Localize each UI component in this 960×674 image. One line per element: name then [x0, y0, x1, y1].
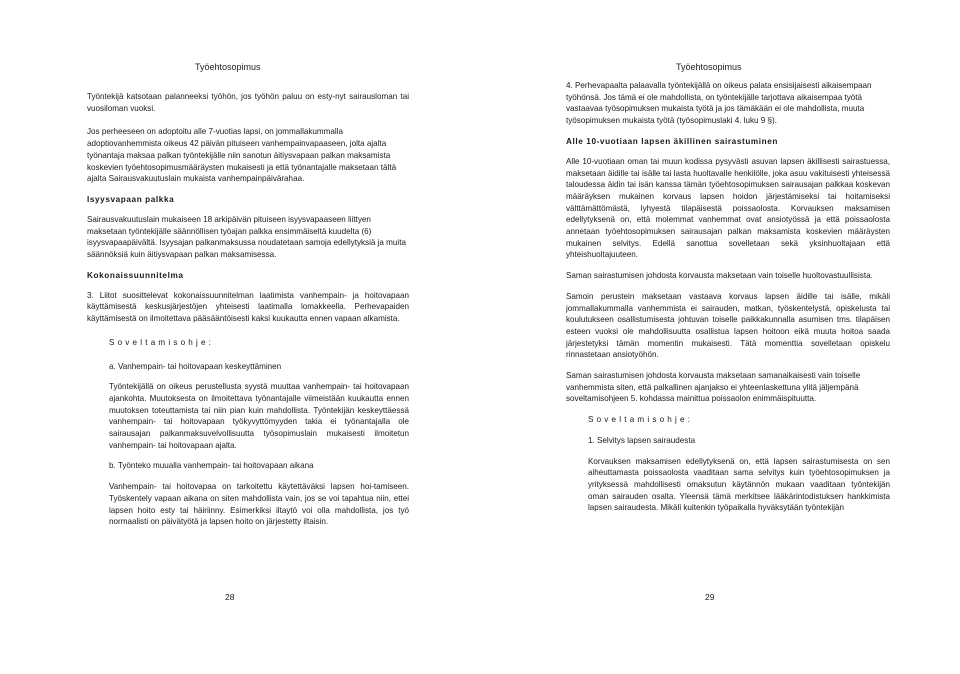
intro-paragraph: Työntekijä katsotaan palanneeksi työhön, jos työhön paluu on esty-nyt sairausloman tai vuosiloman vuoksi.	[87, 92, 409, 113]
page-number: 29	[705, 592, 715, 602]
subsection-b-title: b. Työnteko muualla vanhempain- tai hoitovapaan aikana	[109, 461, 314, 471]
application-note-heading: Soveltamisohje:	[588, 415, 694, 425]
page-number: 28	[225, 592, 235, 602]
same-grounds-paragraph: Samoin perustein maksetaan vastaava korvaus lapsen äidille tai isälle, mikäli jommallakummalla vanhemmista ei sairauden, matkan, työskentelystä, opiskelusta tai koulutukseen osallistumisesta johtuvan toiselle paikkakunnalla asumisen tms. tilapäisen esteen vuoksi ole mahdollisuutta osallistua lapsen hoitoon eikä muuta hoitoa saada järjestetyksi tämän momentin mukaisesti. Tätä momenttia sovelletaan opiskelu rinnastetaan ansiotyöhön.	[566, 291, 890, 360]
right-page	[480, 0, 960, 674]
subsection-b-text: Vanhempain- tai hoitovapaa on tarkoitettu käytettäväksi lapsen hoi-tamiseen. Työskentely vapaan aikana on siten mahdollista vain, jos se voi tapahtua niin, ettei lapsen hoito esty tai häiriinny. Esimerkiksi iltaytö voi olla mahdollista, jos työ normaalisti on päivätyötä ja lapsen hoito on järjestetty iltaisin.	[109, 482, 409, 527]
subsection-1-title: 1. Selvitys lapsen sairaudesta	[588, 435, 696, 445]
return-to-work-paragraph: 4. Perhevapaalta palaavalla työntekijällä on oikeus palata ensisijaisesti aikaisempaan työhönsä. Jos tämä ei ole mahdollista, on työntekijälle tarjottava aikaisempaa työtä vastaavaa työsopimuksen mukaista työtä ja jos tämäkään ei ole mahdollista, muuta työsopimuksen mukaista työtä (työsopimuslaki 4. luku 9 §).	[566, 81, 872, 126]
section-heading: Isyysvapaan palkka	[87, 194, 175, 204]
application-note-heading: Soveltamisohje:	[109, 337, 215, 347]
adoption-paragraph: Jos perheeseen on adoptoitu alle 7-vuotias lapsi, on jommallakummalla adoptiovanhemmista oikeus 42 päivän pituiseen vanhempainvapaaseen, jolta ajalta työnantaja maksaa palkan työntekijälle niin sanotun äitiysvapaan palkan maksamista koskevien työehtosopimusmääräysten mukaisesti ja että työnantajalle maksetaan tältä ajalta Sairausvakuutuslain mukaista vanhempainpäivärahaa.	[87, 127, 397, 184]
right-text-column	[566, 80, 890, 514]
subsection-a-text: Työntekijällä on oikeus perustellusta syystä muuttaa vanhempain- tai hoitovapaan ajankohta. Muutoksesta on ilmoitettava työnantajalle viimeistään kuukautta ennen muutoksen toteuttamista tai niin pian kuin mahdollista. Työntekijän keskeyttäessä vanhempain- tai hoitovapaan työkyvyttömyyden takia ei työnantajalla ole sairausajan palkanmaksuvelvollisuutta työsopimuslain mukaisesti ilmoitetun vanhempain- tai hoitovapaan ajalta.	[109, 382, 409, 450]
section-heading: Kokonaissuunnitelma	[87, 270, 184, 280]
kokonaissuunnitelma-paragraph: 3. Liitot suosittelevat kokonaissuunnitelman laatimista vanhempain- ja hoitovapaan käyttämisestä keskusjärjestöjen yhteisesti laatimalla lomakkeella. Perhevapaiden käyttämisestä on ilmoitettava pääsääntöisesti kaksi kuukautta ennen vapaan alkamista.	[87, 290, 409, 324]
child-illness-paragraph: Alle 10-vuotiaan oman tai muun kodissa pysyvästi asuvan lapsen äkillisesti sairastuessa, maksetaan äidille tai isälle tai lasta huoltavalle henkilölle, joka asuu vakituisesti yhteisessä taloudessa äidin tai isän kanssa tämän työehtosopimuksen sairausajan palkkaa koskevan määräyksen mukainen korvaus lapsen hoidon järjestämiseksi tai hoitamiseksi välttämättömästä, lyhyestä tilapäisestä poissaolosta. Korvauksen maksamisen edellytyksenä on, että molemmat vanhemmat ovat ansiotyössä ja että poissaolosta annetaan työehtosopimuksen sairausajan palkan maksamista koskevien määräysten mukainen selvitys. Edellä sanottua sovelletaan sekä yksinhuoltajaan että yhteishuoltajuuteen.	[566, 156, 890, 260]
subsection-a-title: a. Vanhempain- tai hoitovapaan keskeyttäminen	[109, 361, 282, 371]
left-text-column	[87, 91, 409, 528]
simultaneous-paragraph: Saman sairastumisen johdosta korvausta maksetaan samanaikaisesti vain toiselle vanhemmista siten, että palkallinen ajanjakso ei yhteenlaskettuna ylitä jäljempänä soveltamisohjeen 5. kohdassa mainittua poissaolon enimmäispituutta.	[566, 371, 861, 404]
page-header: Työehtosopimus	[195, 62, 261, 72]
page-header: Työehtosopimus	[676, 62, 742, 72]
isyys-paragraph: Sairausvakuutuslain mukaiseen 18 arkipäivän pituiseen isyysvapaaseen liittyen maksetaan työntekijälle säännöllisen työajan palkka ensimmäiseltä kuudelta (6) isyysvapaapäivältä. Isyysajan palkanmaksussa noudatetaan samoja edellytyksiä ja muita säännöksiä kuin äitiysvapaan palkan maksamisessa.	[87, 214, 406, 260]
one-guardian-paragraph: Saman sairastumisen johdosta korvausta maksetaan vain toiselle huoltovastuullisista.	[566, 271, 873, 281]
section-heading: Alle 10-vuotiaan lapsen äkillinen sairastuminen	[566, 136, 779, 146]
subsection-1-text: Korvauksen maksamisen edellytyksenä on, että lapsen sairastumisesta on sen aiheuttamasta poissaolosta vaaditaan sama selvitys kuin työehtosopimuksen ja yrityksessä mahdollisesti omaksutun käytännön mukaan vaaditaan työntekijän oman sairauden osalta. Yleensä tämä merkitsee lääkärintodistuksen hankkimista lapsen sairaudesta. Mikäli kuitenkin työpaikalla hyväksytään työntekijän	[588, 456, 890, 513]
